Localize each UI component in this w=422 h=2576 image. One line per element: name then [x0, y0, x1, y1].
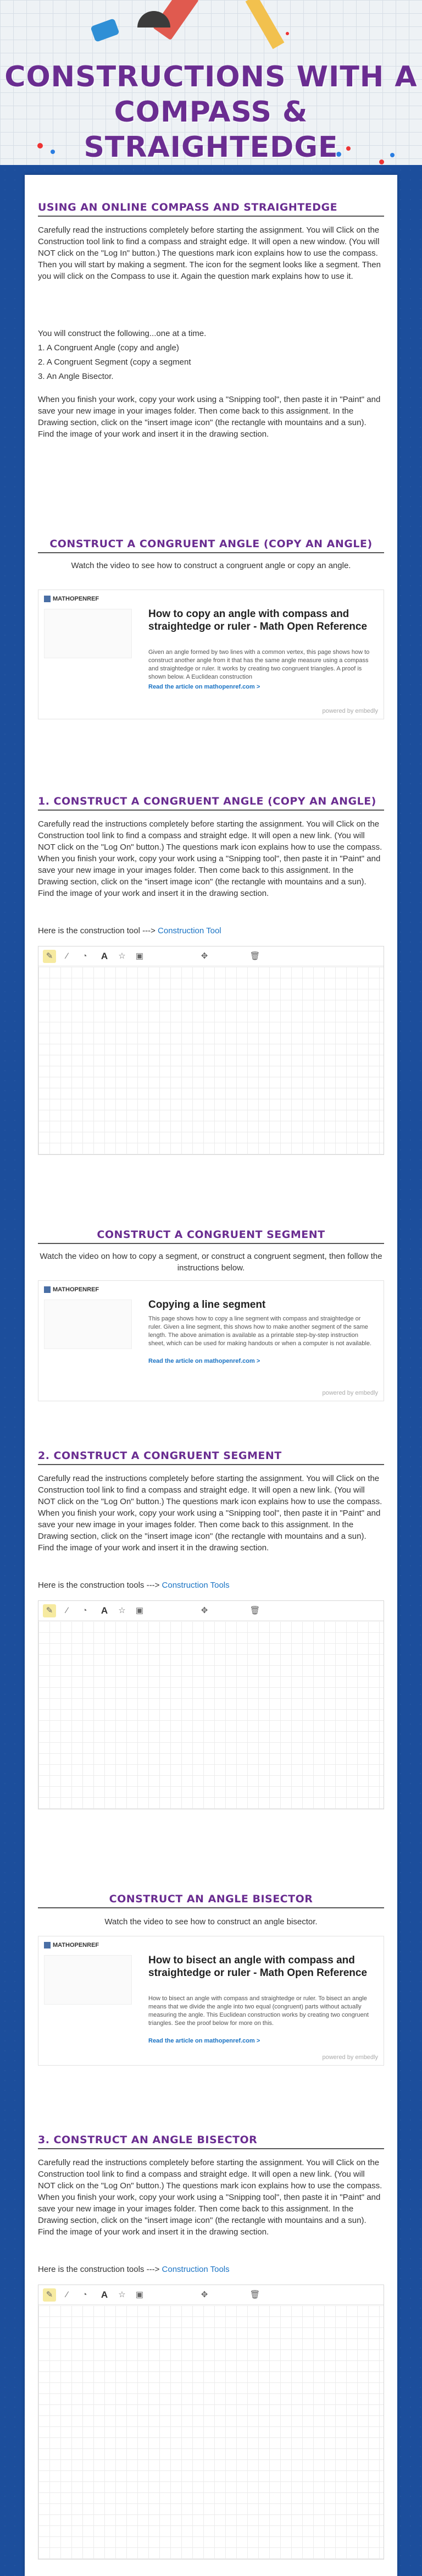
- embed-link[interactable]: Read the article on mathopenref.com >: [148, 684, 260, 690]
- embed-source: [44, 596, 99, 602]
- task-1-paragraph: Carefully read the instructions completely before starting the assignment. You will Click on the Construction tool link to find a compass and straight edge. It will open a new link. (You will NOT click on the "Log On" button.) The questions mark icon explains how to use the compass. When you finish your work, copy your work using a "Snipping tool", then paste it in "Paint" and save your new image in your images folder. Then come back to this assignment. In the Drawing section, click on the "insert image icon" (the rectangle with mountains and a sun). Find the image of your work and insert it in the drawing section.: [38, 819, 382, 898]
- list-item: 1. A Congruent Angle (copy and angle): [38, 343, 179, 353]
- marker-icon[interactable]: ∕: [66, 951, 68, 961]
- color-picker-icon[interactable]: ◔: [82, 2290, 87, 2299]
- drawing-canvas-2[interactable]: [38, 1600, 384, 1809]
- drawing-grid[interactable]: [38, 967, 384, 1154]
- divider: [38, 1907, 384, 1908]
- text-icon[interactable]: A: [101, 1605, 108, 1616]
- text-icon[interactable]: A: [101, 2289, 108, 2300]
- embed-powered-by[interactable]: powered by embedly: [322, 2054, 378, 2061]
- trash-icon[interactable]: 🗑: [249, 1606, 260, 1615]
- embed-description: This page shows how to copy a line segment with compass and straightedge or ruler. Given a line segment, this shows how to make another segment of the same length. The above animation is available as a printable step-by-step instruction sheet, which can be used for making handouts or when a computer is not available.: [148, 1315, 372, 1347]
- embed-source-label: MATHOPENREF: [53, 1286, 99, 1293]
- embed-title[interactable]: How to copy an angle with compass and straightedge or ruler - Math Open Reference: [148, 608, 368, 632]
- move-icon[interactable]: ✥: [201, 951, 208, 961]
- embed-powered-by[interactable]: powered by embedly: [322, 708, 378, 714]
- drawing-toolbar: [38, 1601, 384, 1621]
- drawing-toolbar: [38, 946, 384, 966]
- eraser-decoration: [90, 18, 119, 42]
- divider: [38, 2148, 384, 2149]
- divider: [38, 810, 384, 811]
- color-picker-icon[interactable]: ◔: [82, 951, 87, 961]
- trash-icon[interactable]: 🗑: [249, 2290, 260, 2299]
- list-item: 2. A Congruent Segment (copy a segment: [38, 357, 191, 367]
- pencil-icon[interactable]: ✎: [43, 1604, 56, 1617]
- embed-thumbnail[interactable]: [44, 609, 132, 658]
- intro-paragraph-1: Carefully read the instructions completely before starting the assignment. You will Click on the Construction tool link to find a compass and straight edge. It will open a new window. (You will NOT click on the "Log In" button.) The questions mark icon explains how to use the compass. Then you will start by making a segment. The icon for the segment looks like a segment. Then you will click on the Compass to use it. Again the question mark explains how to use it.: [38, 225, 381, 281]
- construction-tool-link[interactable]: Construction Tool: [158, 926, 221, 935]
- ruler-decoration: [246, 0, 285, 49]
- divider: [38, 552, 384, 553]
- marker-icon[interactable]: ∕: [66, 1606, 68, 1615]
- tool-prefix: Here is the construction tools --->: [38, 2265, 162, 2274]
- divider: [38, 216, 384, 217]
- intro-heading: USING AN ONLINE COMPASS AND STRAIGHTEDGE: [38, 201, 338, 213]
- video-1-text: Watch the video to see how to construct a congruent angle or copy an angle.: [71, 561, 351, 570]
- embed-source: [44, 1286, 99, 1293]
- embed-source: [44, 1942, 99, 1948]
- embed-thumbnail[interactable]: [44, 1300, 132, 1349]
- color-picker-icon[interactable]: ◔: [82, 1606, 87, 1615]
- embed-powered-by[interactable]: powered by embedly: [322, 1390, 378, 1396]
- drawing-canvas-1[interactable]: [38, 946, 384, 1155]
- task-1-tool-line: [38, 926, 221, 935]
- embed-card-bisect-angle[interactable]: [38, 1936, 384, 2066]
- embed-card-copy-angle[interactable]: [38, 590, 384, 719]
- embed-card-copy-segment[interactable]: [38, 1280, 384, 1401]
- shape-icon[interactable]: ☆: [118, 2290, 126, 2299]
- task-3-paragraph: Carefully read the instructions completely before starting the assignment. You will Click on the Construction tool link to find a compass and straight edge. It will open a new link. (You will NOT click on the "Log On" button.) The questions mark icon explains how to use the compass. When you finish your work, copy your work using a "Snipping tool", then paste it in "Paint" and save your new image in your images folder. Then come back to this assignment. In the Drawing section, click on the "insert image icon" (the rectangle with mountains and a sun). Find the image of your work and insert it in the drawing section.: [38, 2158, 382, 2237]
- pencil-icon[interactable]: ✎: [43, 950, 56, 963]
- marker-icon[interactable]: ∕: [66, 2290, 68, 2299]
- drawing-grid[interactable]: [38, 2305, 384, 2559]
- video-3-text: Watch the video to see how to construct an angle bisector.: [104, 1917, 318, 1927]
- insert-image-icon[interactable]: ▣: [135, 2290, 144, 2299]
- mathopenref-logo-icon: [44, 1286, 51, 1293]
- construction-tools-link[interactable]: Construction Tools: [162, 2265, 230, 2274]
- move-icon[interactable]: ✥: [201, 2290, 208, 2299]
- intro-paragraph-2: You will construct the following...one at a time.: [38, 329, 207, 338]
- task-1-heading: 1. CONSTRUCT A CONGRUENT ANGLE (COPY AN ANGLE): [38, 795, 376, 807]
- task-2-paragraph: Carefully read the instructions completely before starting the assignment. You will Click on the Construction tool link to find a compass and straight edge. It will open a new link. (You will NOT click on the "Log On" button.) The questions mark icon explains how to use the compass. When you finish your work, copy your work using a "Snipping tool", then paste it in "Paint" and save your new image in your images folder. Then come back to this assignment. In the Drawing section, click on the "insert image icon" (the rectangle with mountains and a sun). Find the image of your work and insert it in the drawing section.: [38, 1474, 382, 1553]
- pencil-icon[interactable]: ✎: [43, 2288, 56, 2302]
- insert-image-icon[interactable]: ▣: [135, 951, 144, 961]
- embed-title[interactable]: Copying a line segment: [148, 1299, 266, 1311]
- move-icon[interactable]: ✥: [201, 1606, 208, 1615]
- drawing-grid[interactable]: [38, 1621, 384, 1809]
- video-2-text: Watch the video on how to copy a segment, or construct a congruent segment, then follow the instructions below.: [40, 1252, 382, 1273]
- divider: [38, 1464, 384, 1465]
- mathopenref-logo-icon: [44, 596, 51, 602]
- task-3-heading: 3. CONSTRUCT AN ANGLE BISECTOR: [38, 2134, 258, 2146]
- drawing-canvas-3[interactable]: [38, 2285, 384, 2560]
- embed-thumbnail[interactable]: [44, 1955, 132, 2005]
- embed-link[interactable]: Read the article on mathopenref.com >: [148, 2038, 260, 2044]
- embed-link[interactable]: Read the article on mathopenref.com >: [148, 1358, 260, 1364]
- task-2-tool-line: [38, 1581, 230, 1590]
- embed-source-label: MATHOPENREF: [53, 1942, 99, 1948]
- shape-icon[interactable]: ☆: [118, 1606, 126, 1615]
- text-icon[interactable]: A: [101, 951, 108, 961]
- task-2-heading: 2. CONSTRUCT A CONGRUENT SEGMENT: [38, 1450, 282, 1462]
- tool-prefix: Here is the construction tools --->: [38, 1581, 162, 1590]
- intro-paragraph-3: When you finish your work, copy your work using a "Snipping tool", then paste it in "Paint" and save your new image in your images folder. Then come back to this assignment. In the Drawing section, click on the "insert image icon" (the rectangle with mountains and a sun). Find the image of your work and insert it in the drawing section.: [38, 395, 381, 439]
- shape-icon[interactable]: ☆: [118, 951, 126, 961]
- mathopenref-logo-icon: [44, 1942, 51, 1948]
- embed-source-label: MATHOPENREF: [53, 596, 99, 602]
- insert-image-icon[interactable]: ▣: [135, 1606, 144, 1615]
- tool-prefix: Here is the construction tool --->: [38, 926, 158, 935]
- embed-description: How to bisect an angle with compass and straightedge or ruler. To bisect an angle means that we divide the angle into two equal (congruent) parts without actually measuring the angle. This Euclidean construction works by creating two congruent triangles. See the proof below for more on this.: [148, 1995, 369, 2027]
- task-3-tool-line: [38, 2265, 230, 2274]
- video-1-heading: CONSTRUCT A CONGRUENT ANGLE (COPY AN ANGLE): [49, 538, 373, 550]
- page-title: CONSTRUCTIONS WITH A COMPASS & STRAIGHTEDGE: [4, 60, 418, 164]
- dot-decoration: [286, 32, 289, 35]
- video-2-heading: CONSTRUCT A CONGRUENT SEGMENT: [97, 1229, 325, 1241]
- drawing-toolbar: [38, 2285, 384, 2305]
- construction-tools-link[interactable]: Construction Tools: [162, 1581, 230, 1590]
- embed-description: Given an angle formed by two lines with a common vertex, this page shows how to construct another angle from it that has the same angle measure using a compass and straightedge or ruler. It works by creating two congruent triangles. A proof is shown below. A Euclidean construction: [148, 649, 370, 680]
- video-3-heading: CONSTRUCT AN ANGLE BISECTOR: [109, 1893, 313, 1905]
- trash-icon[interactable]: 🗑: [249, 951, 260, 961]
- header-banner: [0, 0, 422, 165]
- list-item: 3. An Angle Bisector.: [38, 372, 114, 381]
- divider: [38, 1243, 384, 1244]
- embed-title[interactable]: How to bisect an angle with compass and straightedge or ruler - Math Open Reference: [148, 1955, 368, 1979]
- content-card: [25, 175, 397, 2576]
